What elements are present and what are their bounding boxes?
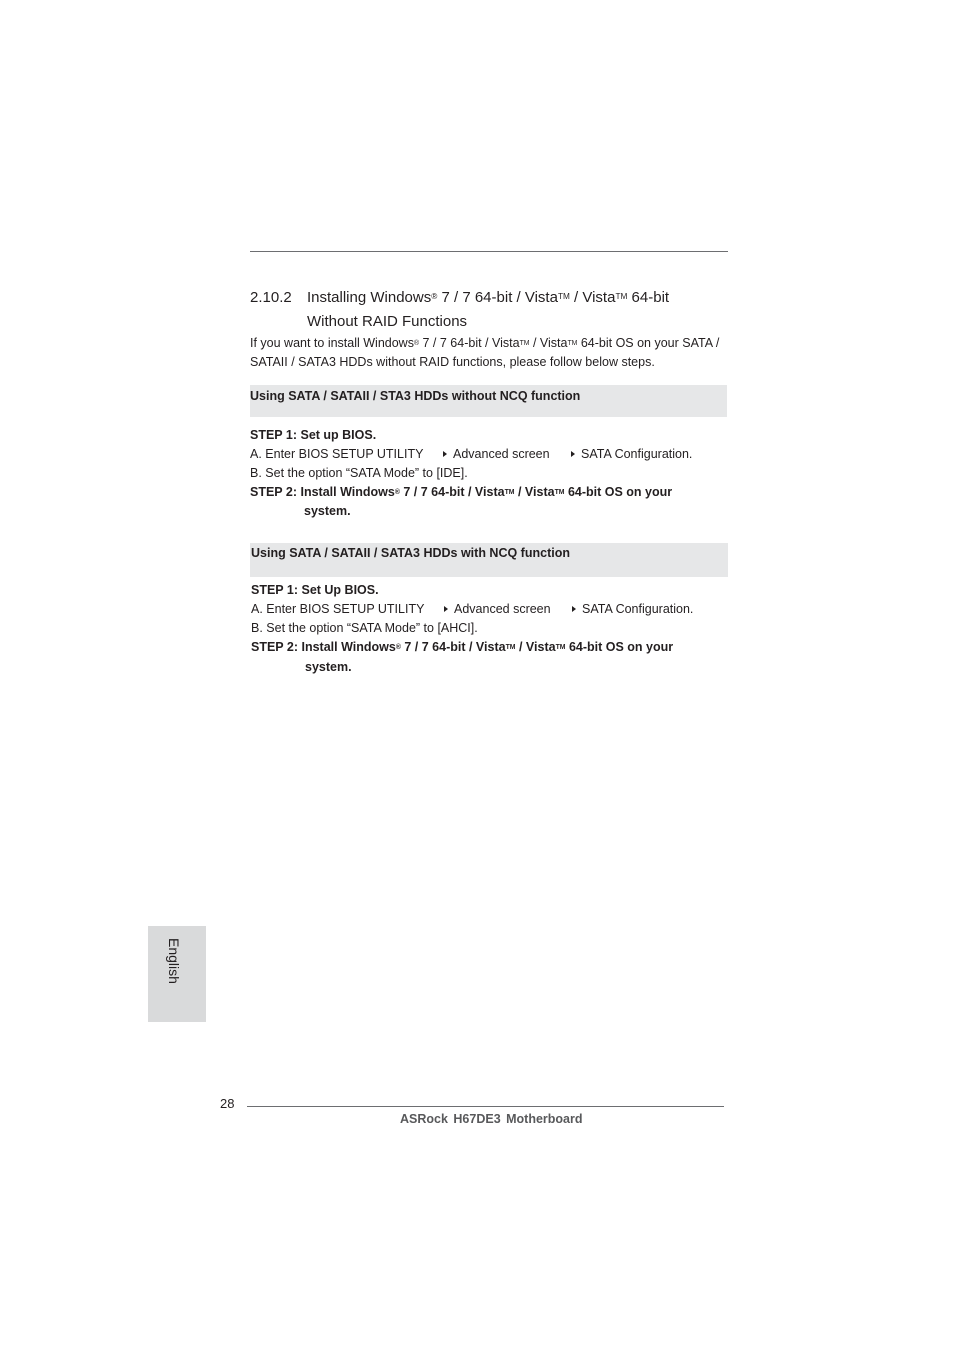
step2-text: / Vista	[515, 640, 556, 654]
trademark-mark: TM	[615, 292, 628, 302]
title-part: / Vista	[569, 289, 616, 306]
section-title-line2: Without RAID Functions	[307, 313, 468, 330]
breadcrumb-text: SATA Configuration.	[582, 602, 694, 616]
page-number: 28	[220, 1096, 235, 1111]
subsection-heading-ncq	[250, 543, 728, 577]
header-rule	[250, 251, 728, 252]
step2-continuation: system.	[305, 660, 352, 674]
step2-heading	[250, 483, 672, 502]
title-part: 7 / 7 64-bit / Vista	[437, 289, 558, 306]
breadcrumb-text: Advanced screen	[453, 447, 550, 461]
intro-text: 7 / 7 64-bit / Vista	[419, 336, 520, 350]
instruction-text: A. Enter BIOS SETUP UTILITY	[251, 602, 425, 616]
registered-mark: ®	[395, 643, 401, 651]
section-title-line1	[250, 286, 730, 310]
intro-paragraph	[250, 334, 732, 372]
step2-text: 7 / 7 64-bit / Vista	[400, 640, 506, 654]
subsection-heading-no-ncq	[250, 385, 727, 417]
step2-continuation: system.	[304, 504, 351, 518]
title-part: 64-bit	[627, 289, 670, 306]
triangle-right-icon	[572, 606, 576, 612]
trademark-mark: TM	[519, 339, 530, 347]
footer-rule	[247, 1106, 724, 1107]
step1-instruction-b: B. Set the option “SATA Mode” to [AHCI].	[251, 621, 478, 635]
section-number: 2.10.2	[250, 289, 292, 306]
breadcrumb-text: Advanced screen	[454, 602, 551, 616]
intro-text: 64-bit OS on your SATA / SATAII / SATA3 HDDs without RAID functions, please follow below steps.	[250, 336, 720, 369]
language-tab	[148, 926, 206, 1022]
triangle-right-icon	[444, 606, 448, 612]
step2-heading	[251, 638, 673, 657]
trademark-mark: TM	[554, 488, 565, 496]
step2-text: 7 / 7 64-bit / Vista	[399, 485, 505, 499]
trademark-mark: TM	[505, 643, 516, 651]
section-title	[250, 286, 730, 334]
intro-text: If you want to install Windows	[250, 336, 414, 350]
step2-text: 64-bit OS on your	[565, 640, 674, 654]
subsection-heading-text: Using SATA / SATAII / STA3 HDDs without NCQ function	[250, 389, 581, 403]
footer-title: ASRock H67DE3 Motherboard	[400, 1112, 583, 1126]
step1-instruction-a	[251, 600, 424, 619]
registered-mark: ®	[431, 292, 438, 302]
step1-instruction-a	[250, 445, 423, 464]
trademark-mark: TM	[567, 339, 578, 347]
step2-text: / Vista	[514, 485, 555, 499]
language-label: English	[166, 938, 182, 984]
trademark-mark: TM	[555, 643, 566, 651]
step2-text: STEP 2: Install Windows	[251, 640, 396, 654]
intro-text: / Vista	[529, 336, 568, 350]
triangle-right-icon	[571, 451, 575, 457]
breadcrumb-text: SATA Configuration.	[581, 447, 693, 461]
registered-mark: ®	[413, 339, 420, 347]
instruction-text: A. Enter BIOS SETUP UTILITY	[250, 447, 424, 461]
subsection-heading-text: Using SATA / SATAII / SATA3 HDDs with NCQ function	[251, 546, 570, 560]
title-part: Installing Windows	[307, 289, 432, 306]
registered-mark: ®	[394, 488, 400, 496]
triangle-right-icon	[443, 451, 447, 457]
trademark-mark: TM	[504, 488, 515, 496]
trademark-mark: TM	[557, 292, 570, 302]
breadcrumb-sata-config	[571, 445, 692, 464]
step2-text: STEP 2: Install Windows	[250, 485, 395, 499]
step1-heading: STEP 1: Set up BIOS.	[250, 428, 377, 442]
step1-heading: STEP 1: Set Up BIOS.	[251, 583, 379, 597]
breadcrumb-advanced	[443, 445, 550, 464]
step2-text: 64-bit OS on your	[564, 485, 673, 499]
breadcrumb-sata-config	[572, 600, 693, 619]
breadcrumb-advanced	[444, 600, 551, 619]
step1-instruction-b: B. Set the option “SATA Mode” to [IDE].	[250, 466, 468, 480]
